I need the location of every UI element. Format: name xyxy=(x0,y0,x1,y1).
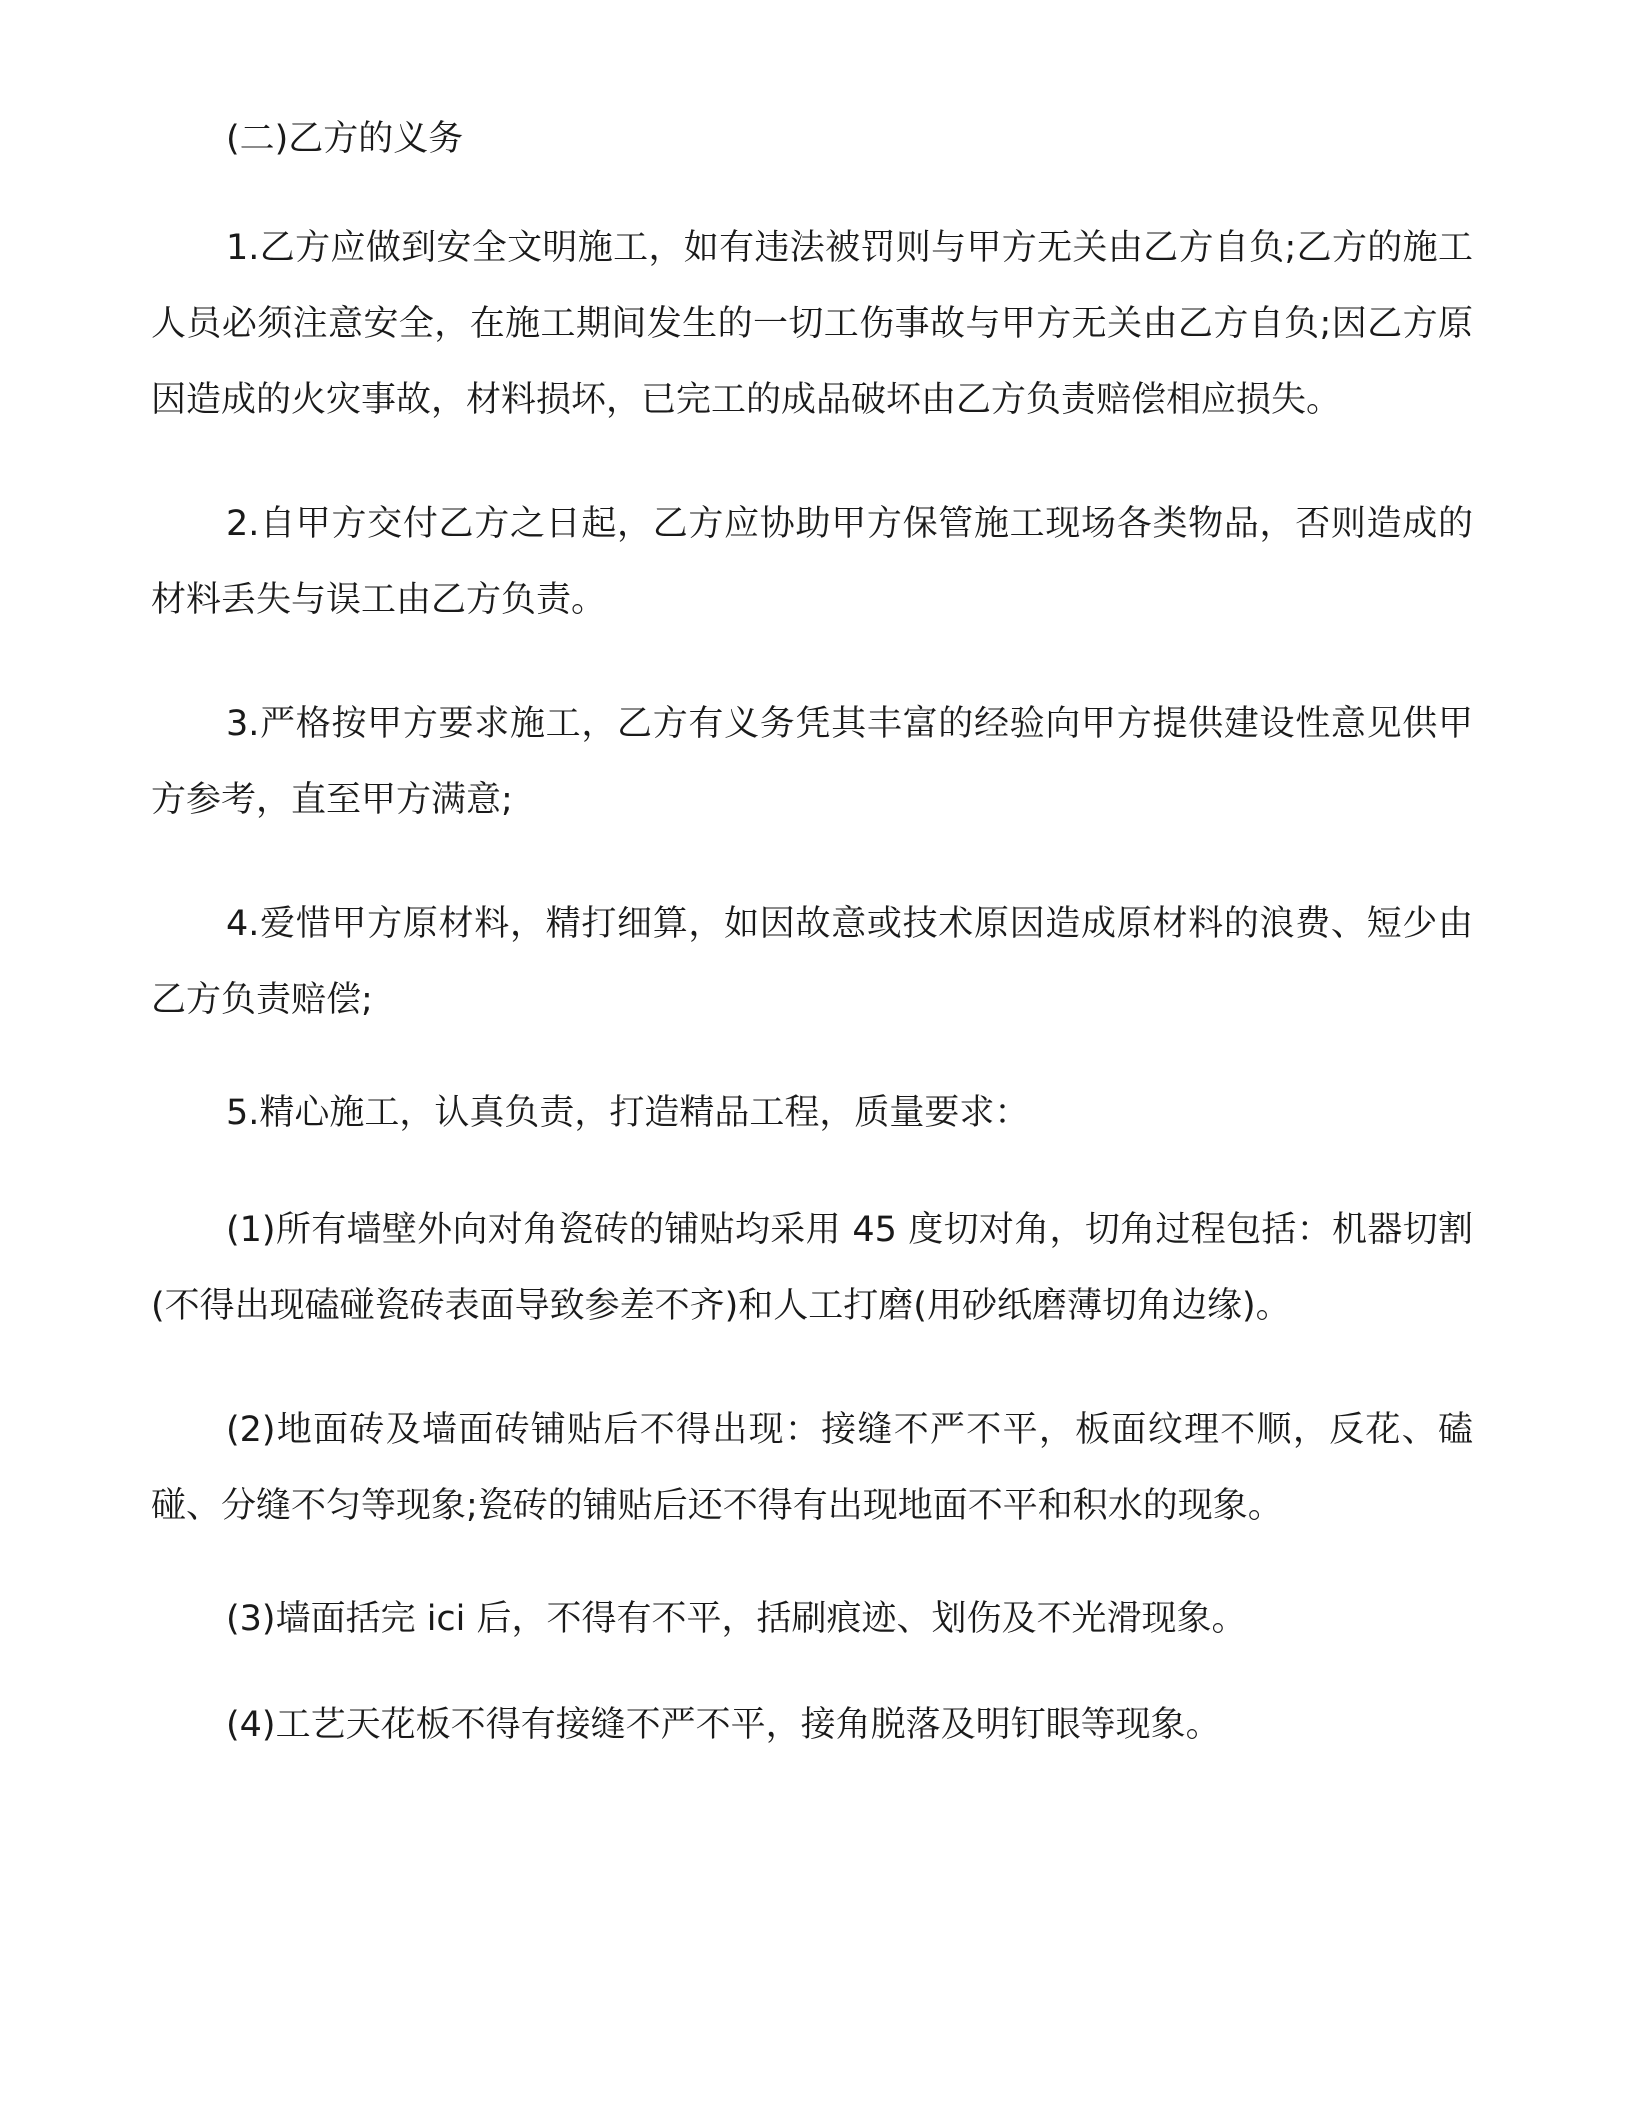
paragraph-subitem-3: (3)墙面括完 ici 后，不得有不平，括刷痕迹、划伤及不光滑现象。 xyxy=(226,1599,1247,1639)
paragraph-item-3: 3.严格按甲方要求施工，乙方有义务凭其丰富的经验向甲方提供建设性意见供甲方参考，直至甲方满意; xyxy=(151,704,1473,820)
paragraph-subitem-1: (1)所有墙壁外向对角瓷砖的铺贴均采用 45 度切对角，切角过程包括：机器切割(不得出现磕碰瓷砖表面导致参差不齐)和人工打磨(用砂纸磨薄切角边缘)。 xyxy=(151,1210,1473,1326)
paragraph-subitem-4: (4)工艺天花板不得有接缝不严不平，接角脱落及明钉眼等现象。 xyxy=(226,1705,1221,1745)
paragraph-item-5: 5.精心施工，认真负责，打造精品工程，质量要求： xyxy=(226,1093,1030,1133)
paragraph-item-4: 4.爱惜甲方原材料，精打细算，如因故意或技术原因造成原材料的浪费、短少由乙方负责赔偿; xyxy=(151,904,1473,1020)
document-body xyxy=(151,112,1473,1804)
paragraph-subitem-2: (2)地面砖及墙面砖铺贴后不得出现：接缝不严不平，板面纹理不顺，反花、磕碰、分缝不匀等现象;瓷砖的铺贴后还不得有出现地面不平和积水的现象。 xyxy=(151,1410,1473,1526)
section-heading: (二)乙方的义务 xyxy=(226,119,464,159)
paragraph-item-1: 1.乙方应做到安全文明施工，如有违法被罚则与甲方无关由乙方自负;乙方的施工人员必须注意安全，在施工期间发生的一切工伤事故与甲方无关由乙方自负;因乙方原因造成的火灾事故，材料损坏，已完工的成品破坏由乙方负责赔偿相应损失。 xyxy=(151,228,1473,420)
paragraph-item-2: 2.自甲方交付乙方之日起，乙方应协助甲方保管施工现场各类物品，否则造成的材料丢失与误工由乙方负责。 xyxy=(151,504,1473,620)
